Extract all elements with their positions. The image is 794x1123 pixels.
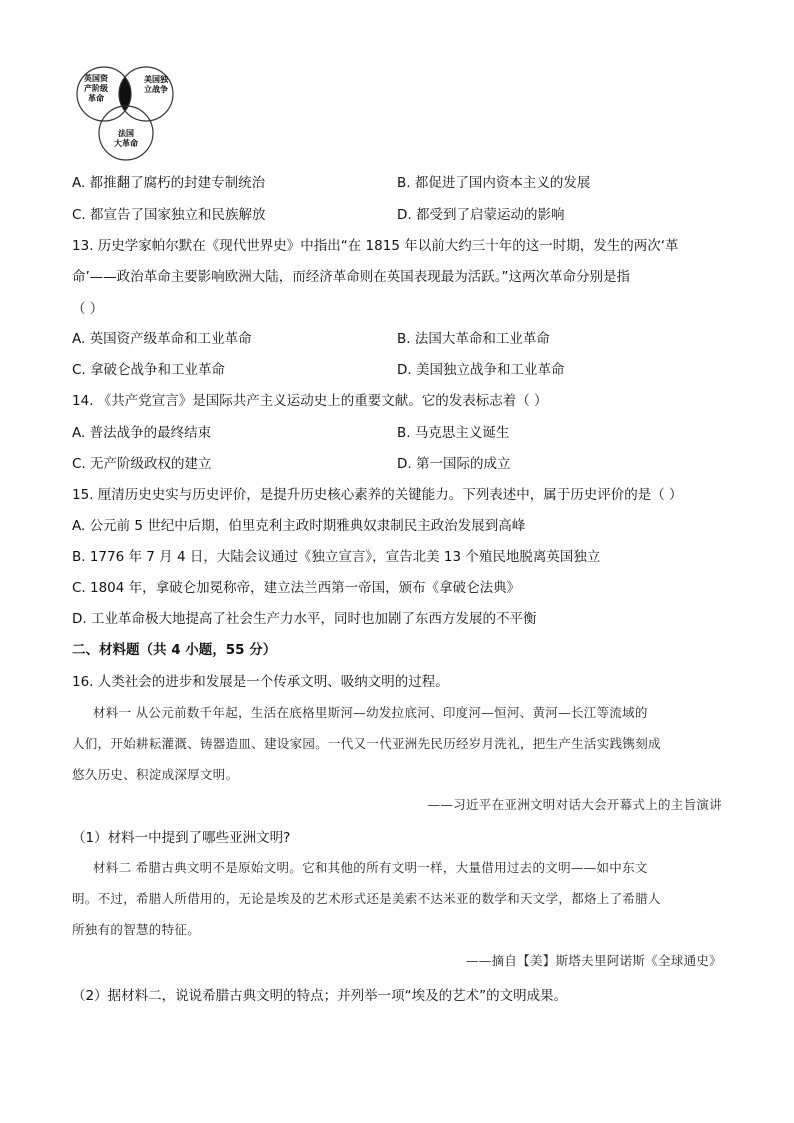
material-1-source: ——习近平在亚洲文明对话大会开幕式上的主旨演讲: [427, 797, 722, 812]
q15-option-b: B. 1776 年 7 月 4 日，大陆会议通过《独立宣言》，宣告北美 13 个殖民地脱离英国独立: [72, 549, 601, 565]
material-2-line1: 材料二 希腊古典文明不是原始文明。它和其他的所有文明一样，大量借用过去的文明——如中东文: [93, 860, 648, 875]
venn-bottom-line2: 大革命: [114, 139, 138, 148]
q14-option-c: C. 无产阶级政权的建立: [72, 456, 212, 472]
q15-option-a: A. 公元前 5 世纪中后期，伯里克利主政时期雅典奴隶制民主政治发展到高峰: [72, 518, 526, 534]
material-1-line3: 悠久历史、积淀成深厚文明。: [72, 767, 239, 782]
q12-option-c: C. 都宣告了国家独立和民族解放: [72, 207, 266, 223]
q13-option-c: C. 拿破仑战争和工业革命: [72, 362, 226, 378]
q12-option-a: A. 都推翻了腐朽的封建专制统治: [72, 175, 266, 191]
venn-left-line2: 产阶级: [84, 84, 108, 93]
material-2-source: ——摘自【美】斯塔夫里阿诺斯《全球通史》: [465, 953, 722, 968]
material-2-line3: 所独有的智慧的特征。: [72, 922, 201, 937]
q15-option-c: C. 1804 年，拿破仑加冕称帝，建立法兰西第一帝国，颁布《拿破仑法典》: [72, 580, 521, 596]
q12-option-b: B. 都促进了国内资本主义的发展: [397, 175, 591, 191]
q13-answer-blank: （ ）: [72, 301, 104, 317]
q14-option-a: A. 普法战争的最终结束: [72, 425, 212, 441]
q15-stem: 15. 厘清历史史实与历史评价，是提升历史核心素养的关键能力。下列表述中，属于历史评价的是（ ）: [72, 487, 683, 503]
q16-stem: 16. 人类社会的进步和发展是一个传承文明、吸纳文明的过程。: [72, 674, 449, 690]
q15-option-d: D. 工业革命极大地提高了社会生产力水平，同时也加剧了东西方发展的不平衡: [72, 611, 537, 627]
venn-left-line1: 英国资: [84, 74, 108, 83]
section-heading: 二、材料题（共 4 小题，55 分）: [72, 642, 277, 658]
q16-sub-question-2: （2）据材料二，说说希腊古典文明的特点；并列举一项“埃及的艺术”的文明成果。: [72, 988, 568, 1004]
venn-left-line3: 革命: [88, 94, 104, 103]
q12-option-d: D. 都受到了启蒙运动的影响: [397, 207, 565, 223]
material-2-line2: 明。不过，希腊人所借用的，无论是埃及的艺术形式还是美索不达米亚的数学和天文学，都烙上了希腊人: [72, 891, 661, 906]
q13-option-a: A. 英国资产级革命和工业革命: [72, 331, 252, 347]
q14-option-b: B. 马克思主义诞生: [397, 425, 510, 441]
venn-right-line2: 立战争: [144, 85, 168, 94]
material-1-line1: 材料一 从公元前数千年起，生活在底格里斯河—幼发拉底河、印度河—恒河、黄河—长江等流域的: [93, 705, 648, 720]
q13-option-d: D. 美国独立战争和工业革命: [397, 362, 565, 378]
q14-option-d: D. 第一国际的成立: [397, 456, 511, 472]
venn-diagram: [74, 62, 186, 162]
q16-sub-question-1: （1）材料一中提到了哪些亚洲文明?: [72, 830, 291, 846]
q13-stem-line1: 13. 历史学家帕尔默在《现代世界史》中指出“在 1815 年以前大约三十年的这一时期，发生的两次‘革: [72, 238, 679, 254]
q13-stem-line2: 命’——政治革命主要影响欧洲大陆，而经济革命则在英国表现最为活跃。”这两次革命分别是指: [72, 269, 631, 285]
venn-right-line1: 美国独: [144, 75, 168, 84]
q14-stem: 14. 《共产党宣言》是国际共产主义运动史上的重要文献。它的发表标志着（ ）: [72, 393, 548, 409]
q13-option-b: B. 法国大革命和工业革命: [397, 331, 550, 347]
material-1-line2: 人们，开始耕耘灌溉、铸器造皿、建设家园。一代又一代亚洲先民历经岁月洗礼，把生产生活实践镌刻成: [72, 736, 661, 751]
venn-bottom-line1: 法国: [118, 129, 134, 138]
